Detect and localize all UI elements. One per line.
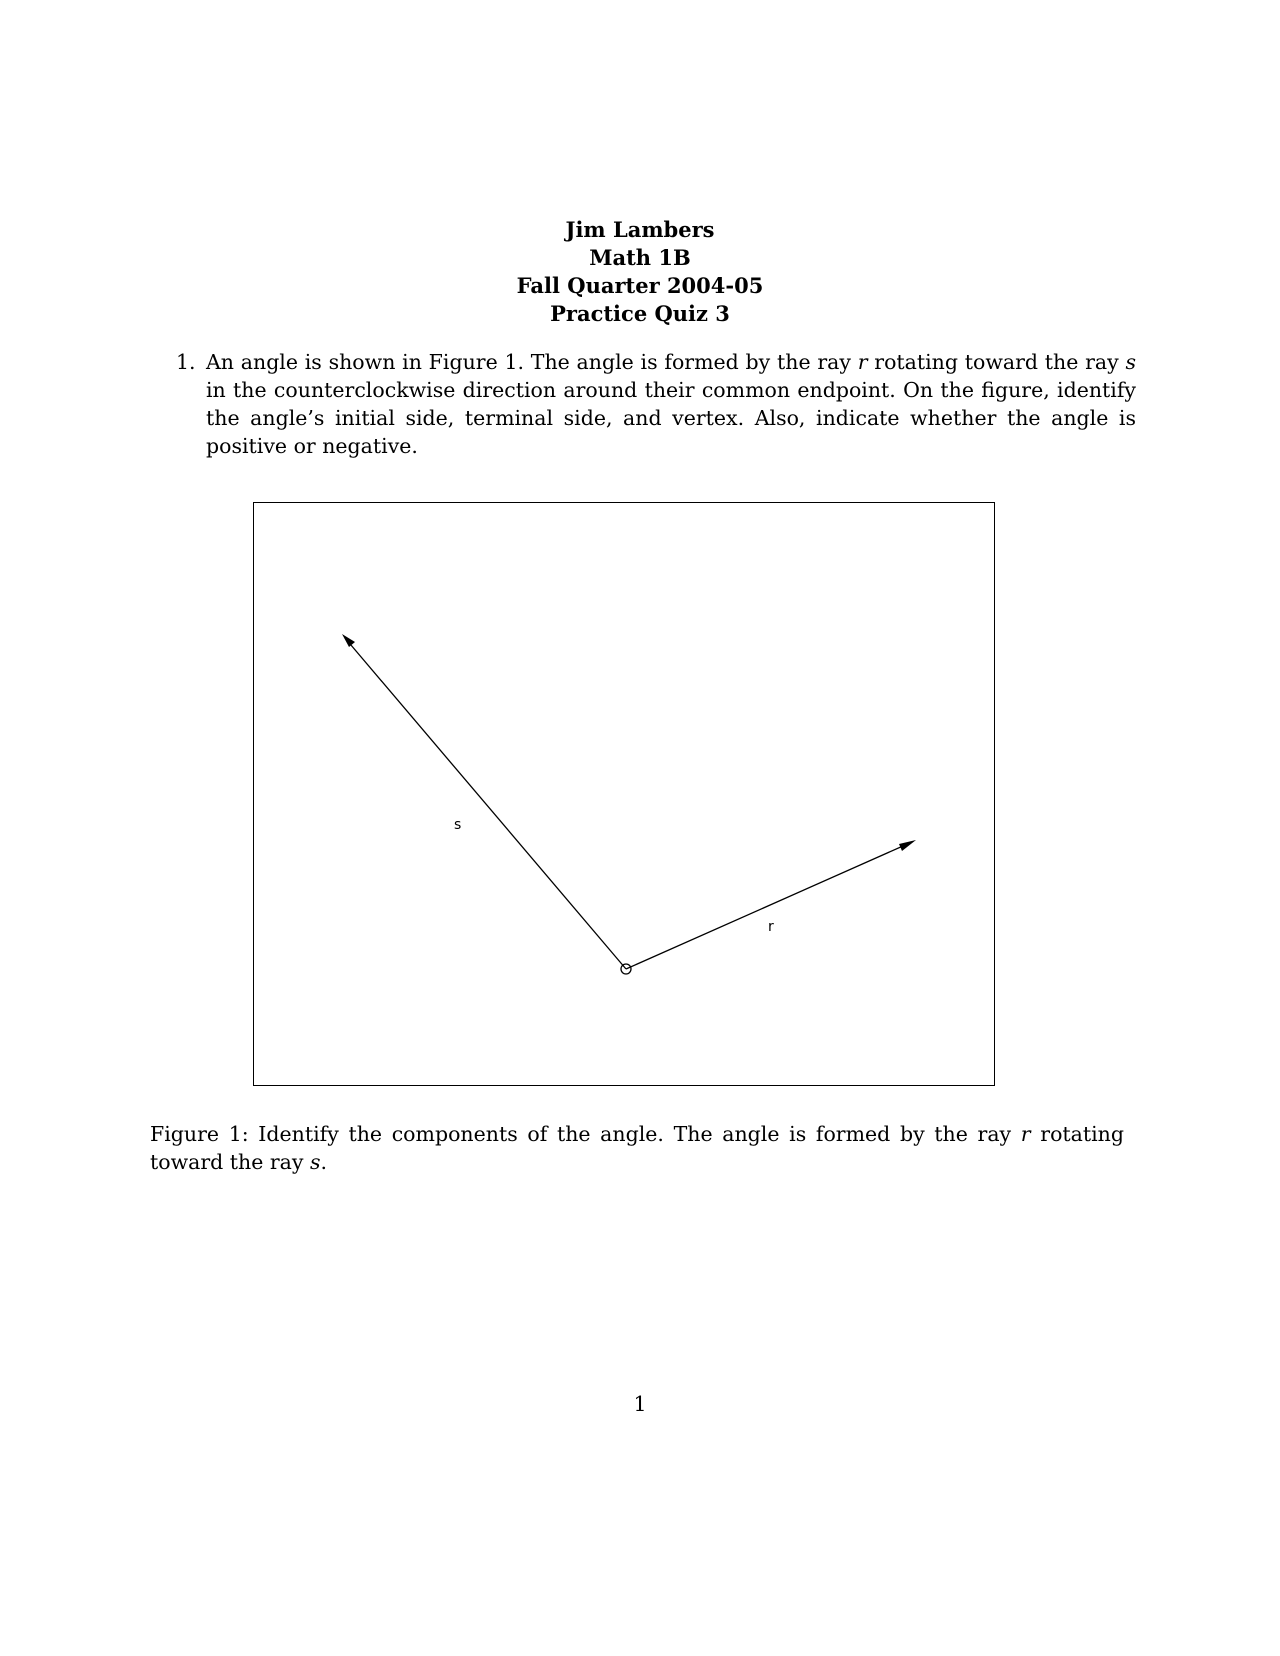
- course-name: Math 1B: [589, 245, 691, 270]
- problem-1: [176, 348, 1136, 460]
- problem-number: 1.: [176, 350, 196, 374]
- problem-text: An angle is shown in Figure 1. The angle is formed by the ray r rotating toward the ray s in the counterclockwise direction around their common endpoint. On the figure, identify the angle’s initial side, terminal side, and vertex. Also, indicate whether the angle is positive or negative.: [206, 350, 1136, 458]
- caption-variable-r: r: [1020, 1122, 1031, 1146]
- ray-s-arrowhead: [342, 634, 355, 647]
- ray-r: [626, 842, 912, 969]
- ray-r-label: r: [768, 919, 774, 935]
- angle-figure: [253, 502, 995, 1086]
- ray-s: [345, 638, 626, 969]
- figure-frame: [254, 503, 995, 1086]
- term: Fall Quarter 2004-05: [516, 273, 764, 298]
- variable-r: r: [857, 350, 868, 374]
- caption-variable-s: s: [310, 1150, 321, 1174]
- variable-s: s: [1125, 350, 1136, 374]
- quiz-title: Practice Quiz 3: [550, 301, 730, 326]
- ray-s-label: s: [454, 817, 462, 833]
- ray-r-arrowhead: [899, 840, 916, 851]
- page-number: 1: [633, 1392, 647, 1416]
- figure-caption: Figure 1: Identify the components of the angle. The angle is formed by the ray r rotating toward the ray s.: [150, 1122, 1124, 1174]
- author-name: Jim Lambers: [565, 217, 715, 242]
- document-header: [0, 216, 1280, 328]
